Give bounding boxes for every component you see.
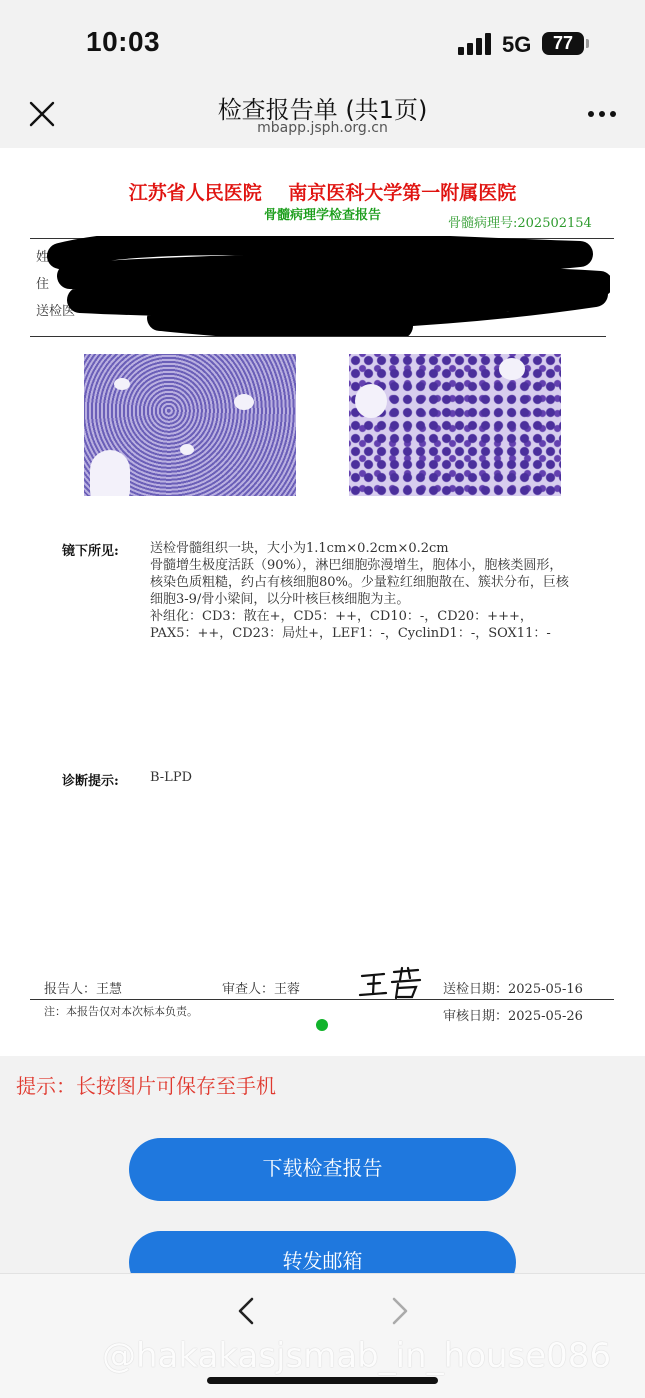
forward-button[interactable] bbox=[382, 1294, 416, 1328]
histology-image-high-magnification bbox=[349, 354, 561, 496]
chevron-right-icon bbox=[382, 1294, 416, 1328]
footer-divider bbox=[30, 999, 614, 1000]
status-time: 10:03 bbox=[86, 26, 161, 57]
reviewer: 审查人：王蓉 bbox=[222, 982, 301, 997]
submit-date: 送检日期：2025-05-16 bbox=[443, 982, 583, 997]
bottom-toolbar bbox=[0, 1273, 645, 1398]
redaction-scribble bbox=[40, 236, 610, 336]
signal-icon bbox=[458, 33, 492, 55]
nav-bar bbox=[0, 88, 645, 148]
save-tip: 提示：长按图片可保存至手机 bbox=[16, 1074, 276, 1098]
chevron-left-icon bbox=[230, 1294, 264, 1328]
watermark: @hakakasjsmab_in_house086 bbox=[102, 1336, 612, 1376]
battery-icon: 77 bbox=[542, 32, 584, 55]
info-label-name: 姓名 bbox=[36, 250, 63, 265]
forward-email-button[interactable]: 转发邮箱 bbox=[129, 1231, 516, 1294]
report-note: 注：本报告仅对本次标本负责。 bbox=[44, 1005, 198, 1018]
battery-tip bbox=[586, 39, 589, 48]
info-divider bbox=[30, 336, 606, 337]
reporter: 报告人：王慧 bbox=[44, 982, 123, 997]
findings-line: 骨髓增生极度活跃（90%），淋巴细胞弥漫增生，胞体小，胞核类圆形，核染色质粗糙，约占有核细胞80%。少量粒红细胞散在、簇状分布，巨核细胞3-9/骨小梁间，以分叶核巨核细胞为主。 bbox=[150, 558, 569, 607]
findings-line: 补组化：CD3：散在+，CD5：++，CD10：-，CD20：+++，PAX5：++，CD23：局灶+，LEF1：-，CyclinD1：-，SOX11：- bbox=[150, 609, 551, 641]
findings-text bbox=[150, 540, 570, 642]
findings-label: 镜下所见: bbox=[62, 544, 119, 559]
diagnosis-label: 诊断提示: bbox=[62, 774, 119, 789]
info-label-sender: 送检医 bbox=[36, 304, 76, 319]
reviewer-signature bbox=[358, 966, 422, 1000]
network-type: 5G bbox=[502, 32, 532, 57]
more-button[interactable] bbox=[584, 98, 620, 128]
hospital-name: 江苏省人民医院 南京医科大学第一附属医院 bbox=[128, 182, 517, 204]
histology-image-low-magnification bbox=[84, 354, 296, 496]
download-report-button[interactable]: 下载检查报告 bbox=[129, 1138, 516, 1201]
back-button[interactable] bbox=[230, 1294, 264, 1328]
pathology-number: 骨髓病理号:202502154 bbox=[448, 216, 592, 231]
report-image[interactable] bbox=[0, 148, 645, 1056]
review-date: 审核日期：2025-05-26 bbox=[443, 1009, 583, 1024]
findings-line: 送检骨髓组织一块，大小为1.1cm×0.2cm×0.2cm bbox=[150, 541, 449, 556]
status-bar bbox=[0, 0, 645, 88]
page-indicator bbox=[316, 1019, 328, 1031]
diagnosis-value: B-LPD bbox=[150, 770, 192, 785]
page-url: mbapp.jsph.org.cn bbox=[257, 120, 388, 136]
page-title: 检查报告单 (共1页) bbox=[217, 96, 428, 124]
report-subtitle: 骨髓病理学检查报告 bbox=[263, 208, 381, 223]
info-label-address: 住 bbox=[36, 277, 50, 292]
home-indicator[interactable] bbox=[207, 1377, 438, 1384]
